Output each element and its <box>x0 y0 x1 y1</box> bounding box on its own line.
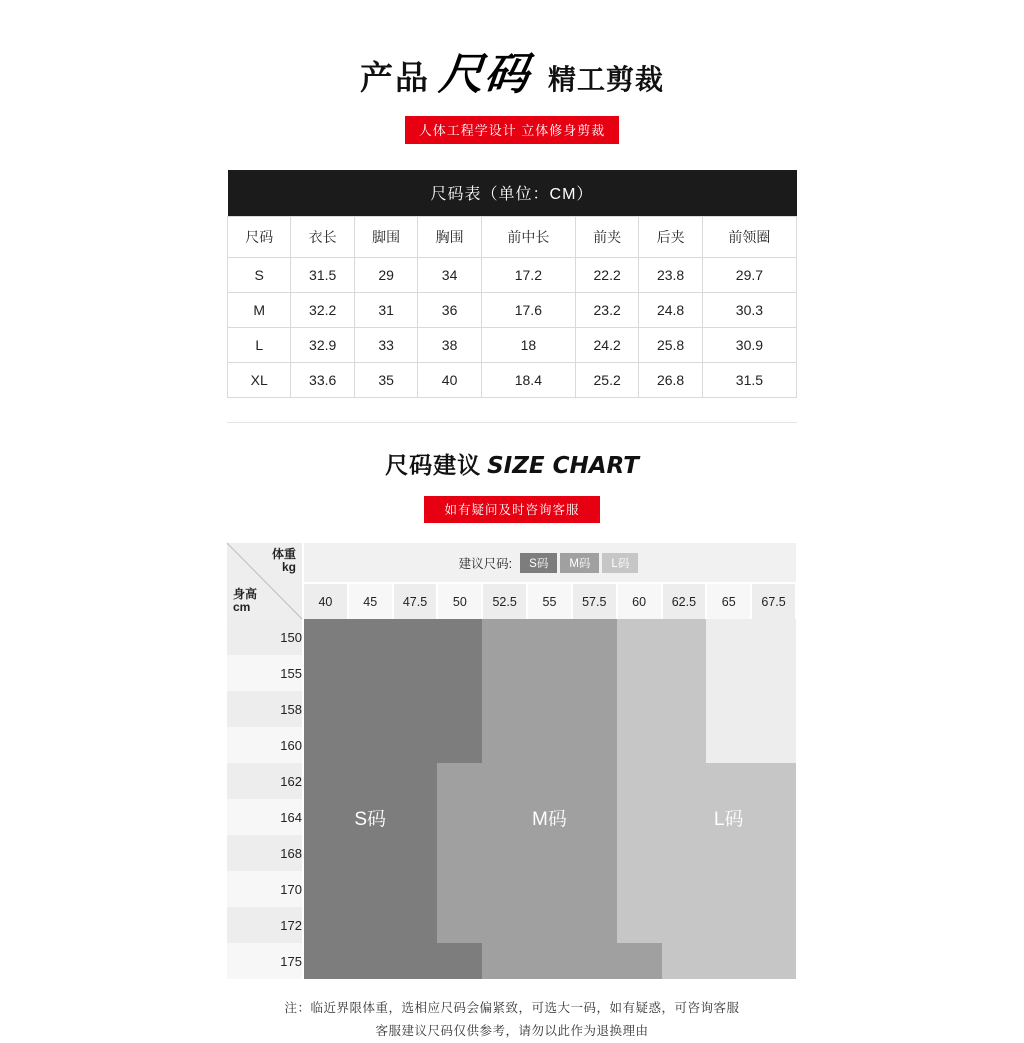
size-table-caption: 尺码表（单位：CM） <box>228 170 797 217</box>
page-header <box>0 0 1024 144</box>
size-table-cell-r0-c4: 17.2 <box>481 258 575 293</box>
matrix-cell-r7-c10 <box>751 871 796 907</box>
matrix-cell-r4-c8 <box>662 763 707 799</box>
matrix-cell-r6-c0 <box>303 835 348 871</box>
size-table-cell-r1-c0: M <box>228 293 291 328</box>
matrix-cell-r4-c3 <box>437 763 482 799</box>
matrix-size-label-2: L码 <box>713 808 744 830</box>
matrix-cell-r1-c8 <box>662 655 707 691</box>
matrix-row <box>227 835 796 871</box>
matrix-cell-r6-c5 <box>527 835 572 871</box>
matrix-cell-r9-c5 <box>527 943 572 979</box>
matrix-cell-r8-c5 <box>527 907 572 943</box>
matrix-cell-r3-c10 <box>751 727 796 763</box>
matrix-cell-r5-c3 <box>437 799 482 835</box>
size-table-cell-r2-c1: 32.9 <box>291 328 354 363</box>
matrix-cell-r3-c5 <box>527 727 572 763</box>
size-table-cell-r0-c6: 23.8 <box>639 258 702 293</box>
matrix-cell-r1-c0 <box>303 655 348 691</box>
size-table-cell-r3-c4: 18.4 <box>481 363 575 398</box>
matrix-cell-r0-c4 <box>482 619 527 655</box>
size-table-cell-r3-c1: 33.6 <box>291 363 354 398</box>
matrix-cell-r8-c0 <box>303 907 348 943</box>
matrix-cell-r7-c3 <box>437 871 482 907</box>
matrix-size-label-0: S码 <box>354 808 387 830</box>
matrix-cell-r2-c3 <box>437 691 482 727</box>
matrix-row <box>227 907 796 943</box>
matrix-cell-r4-c4 <box>482 763 527 799</box>
matrix-cell-r6-c4 <box>482 835 527 871</box>
matrix-cell-r1-c10 <box>751 655 796 691</box>
matrix-height-header-6: 168 <box>227 835 303 871</box>
matrix-row <box>227 727 796 763</box>
matrix-cell-r2-c9 <box>706 691 751 727</box>
matrix-cell-r2-c10 <box>751 691 796 727</box>
table-row <box>228 293 797 328</box>
matrix-cell-r7-c7 <box>617 871 662 907</box>
matrix-cell-r1-c6 <box>572 655 617 691</box>
matrix-row <box>227 799 796 835</box>
legend-swatch-0: S码 <box>520 553 557 573</box>
legend-swatch-2: L码 <box>602 553 638 573</box>
matrix-cell-r7-c0 <box>303 871 348 907</box>
matrix-cell-r5-c5 <box>527 799 572 835</box>
matrix-weight-header-10: 67.5 <box>751 583 796 619</box>
matrix-cell-r9-c1 <box>348 943 393 979</box>
size-table-header-cell-2: 脚围 <box>354 217 417 258</box>
matrix-cell-r8-c2 <box>393 907 438 943</box>
matrix-cell-r3-c8 <box>662 727 707 763</box>
matrix-cell-r2-c5 <box>527 691 572 727</box>
matrix-cell-r1-c5 <box>527 655 572 691</box>
size-table-cell-r3-c5: 25.2 <box>575 363 638 398</box>
matrix-cell-r0-c5 <box>527 619 572 655</box>
footer-note <box>202 997 822 1043</box>
matrix-cell-r2-c4 <box>482 691 527 727</box>
matrix-cell-r6-c6 <box>572 835 617 871</box>
matrix-cell-r6-c7 <box>617 835 662 871</box>
size-table-cell-r1-c4: 17.6 <box>481 293 575 328</box>
legend-label: 建议尺码: <box>458 556 513 571</box>
matrix-cell-r1-c1 <box>348 655 393 691</box>
matrix-column-header-row <box>227 583 796 619</box>
matrix-legend <box>303 543 796 583</box>
size-table-cell-r3-c2: 35 <box>354 363 417 398</box>
matrix-cell-r8-c4 <box>482 907 527 943</box>
size-table-header-cell-1: 衣长 <box>291 217 354 258</box>
matrix-cell-r9-c7 <box>617 943 662 979</box>
matrix-cell-r5-c10 <box>751 799 796 835</box>
matrix-row <box>227 871 796 907</box>
size-table-cell-r1-c7: 30.3 <box>702 293 796 328</box>
matrix-cell-r0-c3 <box>437 619 482 655</box>
title-part-1: 产品 <box>359 58 430 97</box>
size-table-cell-r1-c6: 24.8 <box>639 293 702 328</box>
size-table-header-cell-4: 前中长 <box>481 217 575 258</box>
matrix-cell-r7-c2 <box>393 871 438 907</box>
size-table-header-cell-5: 前夹 <box>575 217 638 258</box>
matrix-cell-r0-c2 <box>393 619 438 655</box>
matrix-cell-r8-c7 <box>617 907 662 943</box>
size-table-cell-r3-c7: 31.5 <box>702 363 796 398</box>
size-table-cell-r0-c2: 29 <box>354 258 417 293</box>
matrix-cell-r2-c7 <box>617 691 662 727</box>
matrix-cell-r2-c8 <box>662 691 707 727</box>
matrix-cell-r4-c6 <box>572 763 617 799</box>
matrix-weight-header-5: 55 <box>527 583 572 619</box>
matrix-cell-r5-c8 <box>662 799 707 835</box>
matrix-cell-r6-c10 <box>751 835 796 871</box>
matrix-legend-row <box>227 543 796 583</box>
size-table-cell-r2-c7: 30.9 <box>702 328 796 363</box>
size-table-header-cell-3: 胸围 <box>418 217 481 258</box>
matrix-cell-r4-c9 <box>706 763 751 799</box>
matrix-cell-r5-c1 <box>348 799 393 835</box>
matrix-cell-r9-c2 <box>393 943 438 979</box>
matrix-cell-r5-c9 <box>706 799 751 835</box>
matrix-weight-header-2: 47.5 <box>393 583 438 619</box>
matrix-cell-r8-c6 <box>572 907 617 943</box>
matrix-cell-r7-c1 <box>348 871 393 907</box>
matrix-row <box>227 655 796 691</box>
matrix-height-header-1: 155 <box>227 655 303 691</box>
matrix-cell-r9-c4 <box>482 943 527 979</box>
size-table-header-cell-0: 尺码 <box>228 217 291 258</box>
matrix-cell-r3-c1 <box>348 727 393 763</box>
matrix-cell-r1-c2 <box>393 655 438 691</box>
size-table-cell-r0-c7: 29.7 <box>702 258 796 293</box>
matrix-cell-r6-c8 <box>662 835 707 871</box>
matrix-cell-r9-c3 <box>437 943 482 979</box>
matrix-cell-r3-c7 <box>617 727 662 763</box>
title-part-2: 尺码 <box>436 49 533 100</box>
matrix-height-header-3: 160 <box>227 727 303 763</box>
matrix-cell-r3-c3 <box>437 727 482 763</box>
legend-swatch-1: M码 <box>560 553 599 573</box>
size-table-header-cell-6: 后夹 <box>639 217 702 258</box>
matrix-cell-r1-c7 <box>617 655 662 691</box>
matrix-cell-r2-c6 <box>572 691 617 727</box>
matrix-height-header-2: 158 <box>227 691 303 727</box>
matrix-height-header-9: 175 <box>227 943 303 979</box>
matrix-weight-header-0: 40 <box>303 583 348 619</box>
matrix-cell-r0-c9 <box>706 619 751 655</box>
matrix-row <box>227 763 796 799</box>
matrix-cell-r8-c9 <box>706 907 751 943</box>
size-table-cell-r0-c5: 22.2 <box>575 258 638 293</box>
matrix-cell-r3-c9 <box>706 727 751 763</box>
size-table-cell-r3-c6: 26.8 <box>639 363 702 398</box>
matrix-cell-r8-c10 <box>751 907 796 943</box>
size-chart-ribbon-wrap <box>0 480 1024 523</box>
matrix-cell-r3-c6 <box>572 727 617 763</box>
matrix-cell-r3-c2 <box>393 727 438 763</box>
matrix-cell-r3-c0 <box>303 727 348 763</box>
header-ribbon: 人体工程学设计 立体修身剪裁 <box>405 116 620 144</box>
size-table-cell-r1-c5: 23.2 <box>575 293 638 328</box>
matrix-cell-r9-c8 <box>662 943 707 979</box>
matrix-weight-header-8: 62.5 <box>662 583 707 619</box>
size-table-caption-row <box>228 170 797 217</box>
matrix-height-axis-label: 身高 cm <box>233 587 258 614</box>
matrix-cell-r8-c1 <box>348 907 393 943</box>
matrix-height-header-8: 172 <box>227 907 303 943</box>
size-matrix <box>227 543 797 979</box>
matrix-cell-r8-c3 <box>437 907 482 943</box>
matrix-cell-r1-c3 <box>437 655 482 691</box>
matrix-cell-r5-c0 <box>303 799 348 835</box>
matrix-row <box>227 619 796 655</box>
matrix-cell-r0-c6 <box>572 619 617 655</box>
matrix-cell-r4-c1 <box>348 763 393 799</box>
matrix-cell-r9-c10 <box>751 943 796 979</box>
matrix-cell-r6-c9 <box>706 835 751 871</box>
footer-note-line-1: 注：临近界限体重，选相应尺码会偏紧致，可选大一码，如有疑惑，可咨询客服 <box>284 1001 740 1015</box>
matrix-cell-r9-c0 <box>303 943 348 979</box>
matrix-cell-r3-c4 <box>482 727 527 763</box>
matrix-height-header-5: 164 <box>227 799 303 835</box>
size-chart-title-cn: 尺码建议 <box>385 452 482 479</box>
matrix-cell-r1-c9 <box>706 655 751 691</box>
size-table-cell-r3-c0: XL <box>228 363 291 398</box>
size-table-cell-r1-c2: 31 <box>354 293 417 328</box>
matrix-cell-r0-c8 <box>662 619 707 655</box>
matrix-weight-axis-label: 体重 kg <box>271 547 296 574</box>
matrix-cell-r7-c8 <box>662 871 707 907</box>
matrix-cell-r4-c7 <box>617 763 662 799</box>
matrix-cell-r4-c5 <box>527 763 572 799</box>
matrix-cell-r1-c4 <box>482 655 527 691</box>
size-matrix-section <box>227 543 797 979</box>
matrix-cell-r5-c6 <box>572 799 617 835</box>
size-table-header-cell-7: 前领圈 <box>702 217 796 258</box>
matrix-cell-r4-c0 <box>303 763 348 799</box>
matrix-height-header-4: 162 <box>227 763 303 799</box>
size-table <box>227 170 797 398</box>
size-table-header-row <box>228 217 797 258</box>
matrix-size-label-1: M码 <box>532 808 567 830</box>
table-row <box>228 363 797 398</box>
matrix-weight-header-9: 65 <box>706 583 751 619</box>
matrix-cell-r5-c7 <box>617 799 662 835</box>
matrix-cell-r8-c8 <box>662 907 707 943</box>
size-table-cell-r1-c1: 32.2 <box>291 293 354 328</box>
size-chart-ribbon: 如有疑问及时咨询客服 <box>424 496 599 523</box>
matrix-cell-r2-c2 <box>393 691 438 727</box>
matrix-cell-r5-c2 <box>393 799 438 835</box>
matrix-height-header-7: 170 <box>227 871 303 907</box>
matrix-cell-r0-c10 <box>751 619 796 655</box>
matrix-cell-r6-c2 <box>393 835 438 871</box>
matrix-cell-r7-c6 <box>572 871 617 907</box>
size-chart-header <box>0 447 1024 523</box>
matrix-corner-header <box>227 543 303 619</box>
matrix-cell-r7-c4 <box>482 871 527 907</box>
size-table-cell-r0-c3: 34 <box>418 258 481 293</box>
matrix-cell-r2-c1 <box>348 691 393 727</box>
matrix-cell-r5-c4 <box>482 799 527 835</box>
matrix-cell-r0-c0 <box>303 619 348 655</box>
matrix-cell-r7-c9 <box>706 871 751 907</box>
matrix-cell-r4-c2 <box>393 763 438 799</box>
matrix-cell-r0-c7 <box>617 619 662 655</box>
matrix-cell-r2-c0 <box>303 691 348 727</box>
matrix-weight-header-1: 45 <box>348 583 393 619</box>
matrix-weight-header-7: 60 <box>617 583 662 619</box>
footer-note-line-2: 客服建议尺码仅供参考，请勿以此作为退换理由 <box>375 1024 649 1038</box>
size-table-cell-r0-c0: S <box>228 258 291 293</box>
matrix-cell-r6-c1 <box>348 835 393 871</box>
size-chart-title-en: SIZE CHART <box>487 453 639 479</box>
size-table-cell-r0-c1: 31.5 <box>291 258 354 293</box>
size-table-cell-r2-c2: 33 <box>354 328 417 363</box>
matrix-cell-r6-c3 <box>437 835 482 871</box>
size-table-cell-r2-c4: 18 <box>481 328 575 363</box>
size-table-section <box>227 170 797 398</box>
matrix-cell-r4-c10 <box>751 763 796 799</box>
matrix-weight-header-6: 57.5 <box>572 583 617 619</box>
size-table-cell-r2-c3: 38 <box>418 328 481 363</box>
matrix-height-header-0: 150 <box>227 619 303 655</box>
size-table-cell-r2-c0: L <box>228 328 291 363</box>
table-row <box>228 258 797 293</box>
section-divider <box>227 422 797 423</box>
size-table-cell-r2-c5: 24.2 <box>575 328 638 363</box>
table-row <box>228 328 797 363</box>
header-ribbon-wrap <box>0 102 1024 144</box>
matrix-row <box>227 943 796 979</box>
matrix-weight-header-4: 52.5 <box>482 583 527 619</box>
matrix-cell-r9-c6 <box>572 943 617 979</box>
size-table-cell-r3-c3: 40 <box>418 363 481 398</box>
title-part-3: 精工剪裁 <box>547 63 664 96</box>
matrix-cell-r9-c9 <box>706 943 751 979</box>
matrix-weight-header-3: 50 <box>437 583 482 619</box>
matrix-cell-r0-c1 <box>348 619 393 655</box>
page-title <box>0 38 1024 102</box>
size-table-cell-r1-c3: 36 <box>418 293 481 328</box>
matrix-row <box>227 691 796 727</box>
matrix-cell-r7-c5 <box>527 871 572 907</box>
size-table-cell-r2-c6: 25.8 <box>639 328 702 363</box>
